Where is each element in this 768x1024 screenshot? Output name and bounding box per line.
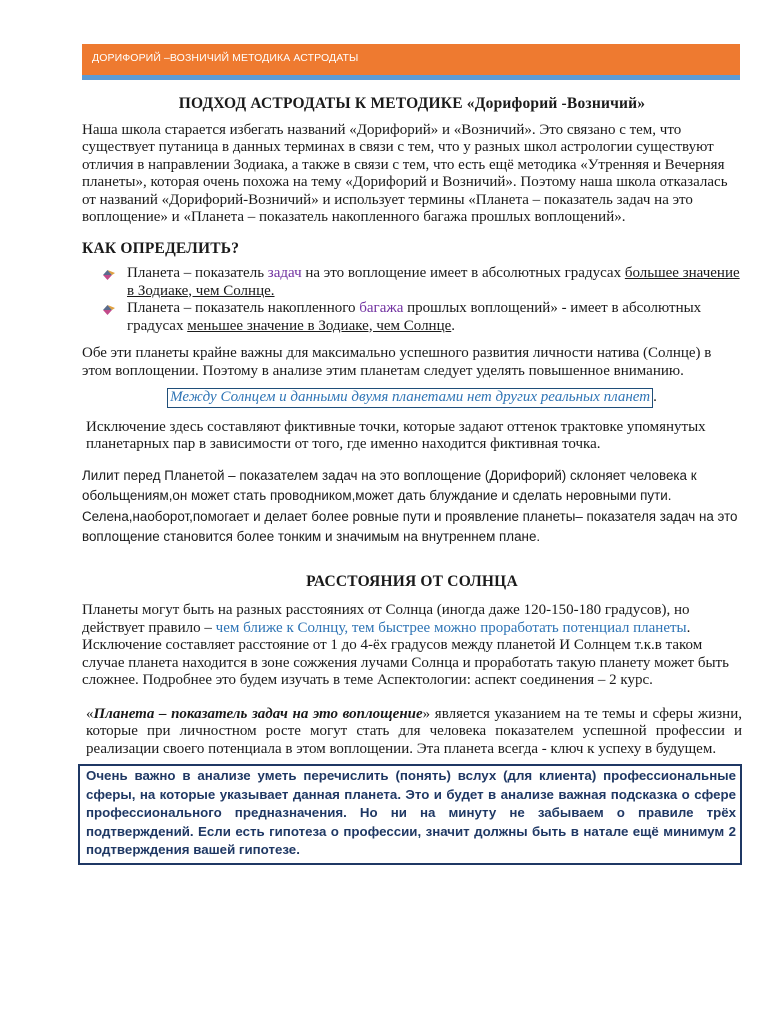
bullet1-underlined: большее значение в Зодиаке, чем Солнце. (127, 265, 740, 299)
distance-text-2: . Исключение составляет расстояние от 1 до 4-ёх градусов между планетой И Солнцем т.к.в таком случае планета находится в зоне сожжения лучами Солнца и проработать такую планету может быть сложнее. Подробнее это будем изучать в теме Аспектологии: аспект соединения – 2 курс. (82, 619, 729, 688)
page-title: ПОДХОД АСТРОДАТЫ К МЕТОДИКЕ «Дорифорий -Возничий» (178, 95, 646, 112)
bullet-arrow-icon (103, 305, 115, 315)
distance-highlight: чем ближе к Солнцу, тем быстрее можно проработать потенциал планеты (215, 619, 687, 636)
task-planet-rest: » является указанием на те темы и сферы жизни, которые при личностном росте могут стать для человека показателем успешной профессии и реализации своего потенциала в этом воплощении. Эта планета всегда - ключ к успеху в будущем. (86, 705, 742, 757)
how-to-determine-heading: КАК ОПРЕДЕЛИТЬ? (82, 239, 240, 257)
bullet1-text: Планета – показатель (127, 265, 268, 281)
document-header-bar (82, 44, 740, 75)
callout-end: . (653, 389, 657, 405)
bullet2-highlight: багажа (359, 300, 404, 316)
important-note-box: Очень важно в анализе уметь перечислить (понять) вслух (для клиента) профессиональные сферы, на которые указывает данная планета. Это и будет в анализе важная подсказка о сфере профессионального предназначения. Но ни на минуту не забываем о правиле трёх подтверждений. Если есть гипотеза о профессии, значит должны быть в натале ещё минимум 2 подтверждения вашей гипотезе. (78, 764, 742, 865)
task-planet-open: « (86, 705, 94, 722)
criteria-list (82, 265, 742, 335)
both-planets-paragraph: Обе эти планеты крайне важны для максимально успешного развития личности натива (Солнце) в этом воплощении. Поэтому в анализе этим планетам следует уделять повышенное вниманию. (82, 345, 712, 379)
bullet2-text-2: прошлых воплощений» - имеет в абсолютных градусах (127, 300, 702, 334)
bullet1-highlight: задач (267, 265, 302, 281)
list-item (82, 265, 742, 300)
distance-text: Планеты могут быть на разных расстояниях от Солнца (иногда даже 120-150-180 градусов), но действует правило – (82, 602, 690, 636)
bullet2-end: . (451, 317, 456, 334)
bullet-arrow-icon (103, 270, 115, 280)
bullet1-text-2: на это воплощение имеет в абсолютных градусах (301, 265, 625, 281)
bullet2-underlined: меньшее значение в Зодиаке, чем Солнце (187, 317, 452, 334)
document-body (82, 95, 742, 865)
bullet2-text: Планета – показатель накопленного (127, 300, 360, 316)
lilith-paragraph: Лилит перед Планетой – показателем задач на это воплощение (Дорифорий) склоняет человека к обольщениям,он может стать проводником,может дать блуждание и сделать неровными пути. Селена,наоборот,помогает и делает более ровные пути и проявление планеты– показателя задач на это воплощение становится более тонким и значимым на внутреннем плане. (82, 467, 738, 544)
task-planet-paragraph (82, 706, 742, 759)
callout-row (82, 388, 742, 408)
list-item (82, 300, 742, 335)
distance-paragraph (82, 602, 742, 690)
header-label: ДОРИФОРИЙ –ВОЗНИЧИЙ МЕТОДИКА АСТРОДАТЫ (92, 52, 359, 64)
exception-paragraph: Исключение здесь составляют фиктивные точки, которые задают оттенок трактовке упомянутых планетарных пар в зависимости от того, где именно находится фиктивная точка. (86, 418, 706, 452)
distance-heading: РАССТОЯНИЯ ОТ СОЛНЦА (306, 572, 518, 590)
intro-paragraph: Наша школа старается избегать названий «Дорифорий» и «Возничий». Это связано с тем, что существует путаница в данных терминах в связи с тем, что у разных школ астрологии существуют отличия в направлении Зодиака, а также в связи с тем, что есть ещё методика «Утренняя и Вечерняя планеты», которая очень похожа на тему «Дорифорий и Возничий». Поэтому наша школа отказалась от названий «Дорифорий-Возничий» и использует термины «Планета – показатель задач на это воплощение» и «Планета – показатель накопленного багажа прошлых воплощений». (82, 121, 728, 225)
header-rule (82, 75, 740, 80)
task-planet-emphasis: Планета – показатель задач на это воплощение (93, 705, 423, 722)
callout-box: Между Солнцем и данными двумя планетами нет других реальных планет (167, 388, 653, 408)
